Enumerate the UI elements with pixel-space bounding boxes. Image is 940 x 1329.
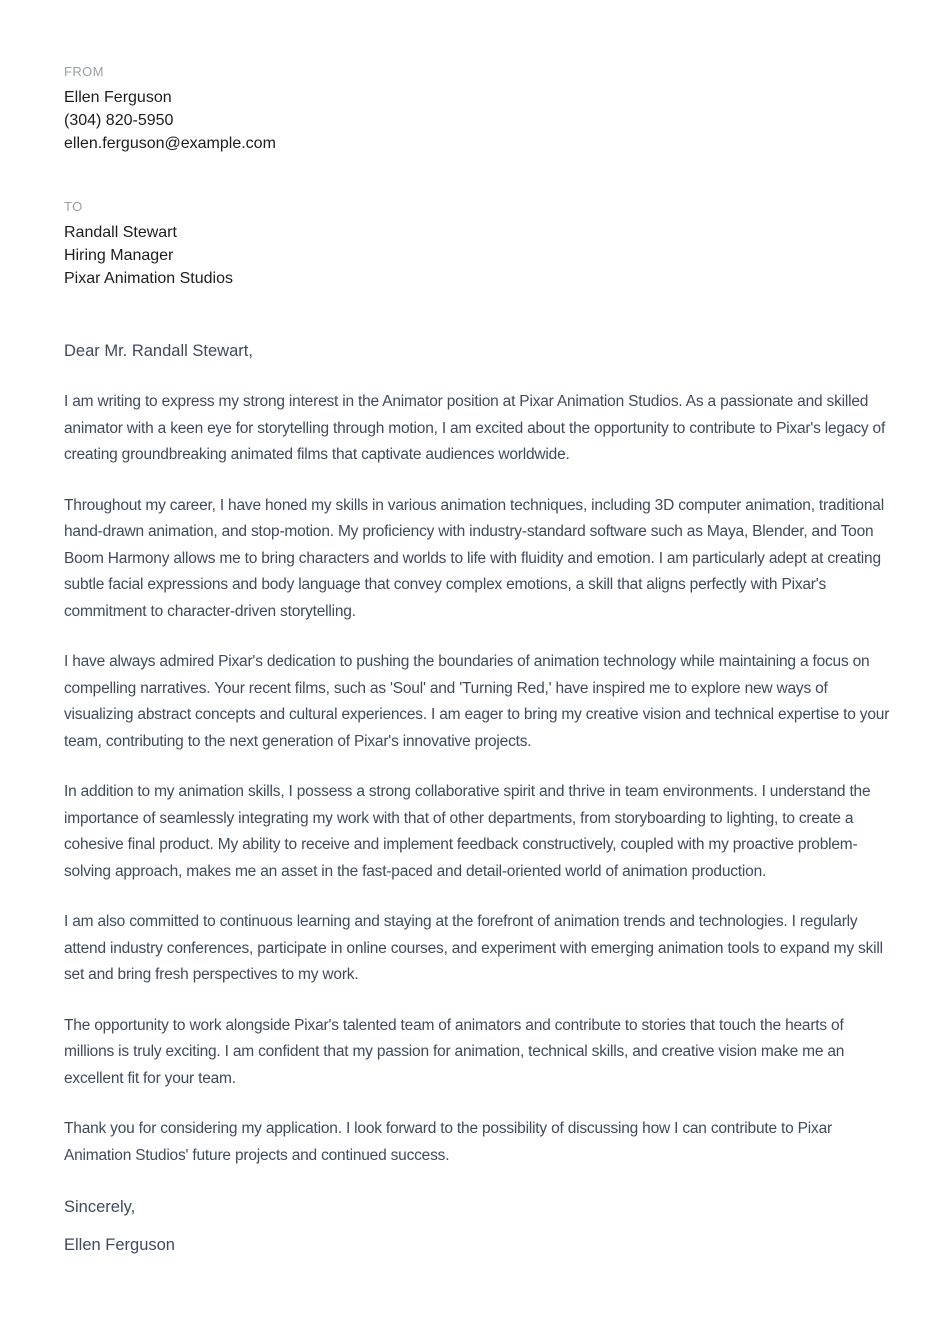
recipient-company: Pixar Animation Studios: [64, 270, 233, 287]
paragraph: I am writing to express my strong interest in the Animator position at Pixar Animation Studios. As a passionate and skilled animator with a keen eye for storytelling through motion, I am excited about the opportunity to contribute to Pixar's legacy of creating groundbreaking animated films that captivate audiences worldwide.: [64, 393, 886, 463]
recipient-name: Randall Stewart: [64, 224, 177, 241]
recipient-title: Hiring Manager: [64, 247, 174, 264]
sender-phone: (304) 820-5950: [64, 112, 174, 129]
recipient-info: [64, 199, 894, 290]
greeting: Dear Mr. Randall Stewart,: [64, 342, 253, 360]
from-label: FROM: [64, 64, 104, 79]
signature: Ellen Ferguson: [64, 1236, 175, 1254]
paragraph: In addition to my animation skills, I possess a strong collaborative spirit and thrive in team environments. I understand the importance of seamlessly integrating my work with that of other departments, from storyboarding to lighting, to create a cohesive final product. My ability to receive and implement feedback constructively, coupled with my proactive problem-solving approach, makes me an asset in the fast-paced and detail-oriented world of animation production.: [64, 783, 871, 880]
paragraph: Throughout my career, I have honed my skills in various animation techniques, including 3D computer animation, traditional hand-drawn animation, and stop-motion. My proficiency with industry-standard software such as Maya, Blender, and Toon Boom Harmony allows me to bring characters and worlds to life with fluidity and emotion. I am particularly adept at creating subtle facial expressions and body language that convey complex emotions, a skill that aligns perfectly with Pixar's commitment to character-driven storytelling.: [64, 496, 884, 620]
paragraph: The opportunity to work alongside Pixar's talented team of animators and contribute to stories that touch the hearts of millions is truly exciting. I am confident that my passion for animation, technical skills, and creative vision make me an excellent fit for your team.: [64, 1016, 845, 1087]
letter-body: [64, 389, 894, 1169]
paragraph: I have always admired Pixar's dedication to pushing the boundaries of animation technology while maintaining a focus on compelling narratives. Your recent films, such as 'Soul' and 'Turning Red,' have inspired me to explore new ways of visualizing abstract concepts and cultural experiences. I am eager to bring my creative vision and technical expertise to your team, contributing to the next generation of Pixar's innovative projects.: [64, 653, 890, 750]
closing: Sincerely,: [64, 1198, 136, 1216]
sender-info: [64, 64, 894, 155]
to-label: TO: [64, 199, 83, 214]
paragraph: Thank you for considering my application. I look forward to the possibility of discussing how I can contribute to Pixar Animation Studios' future projects and continued success.: [64, 1120, 832, 1164]
paragraph: I am also committed to continuous learning and staying at the forefront of animation trends and technologies. I regularly attend industry conferences, participate in online courses, and experiment with emerging animation tools to expand my skill set and bring fresh perspectives to my work.: [64, 913, 883, 983]
sender-name: Ellen Ferguson: [64, 89, 172, 106]
sender-email: ellen.ferguson@example.com: [64, 135, 276, 152]
